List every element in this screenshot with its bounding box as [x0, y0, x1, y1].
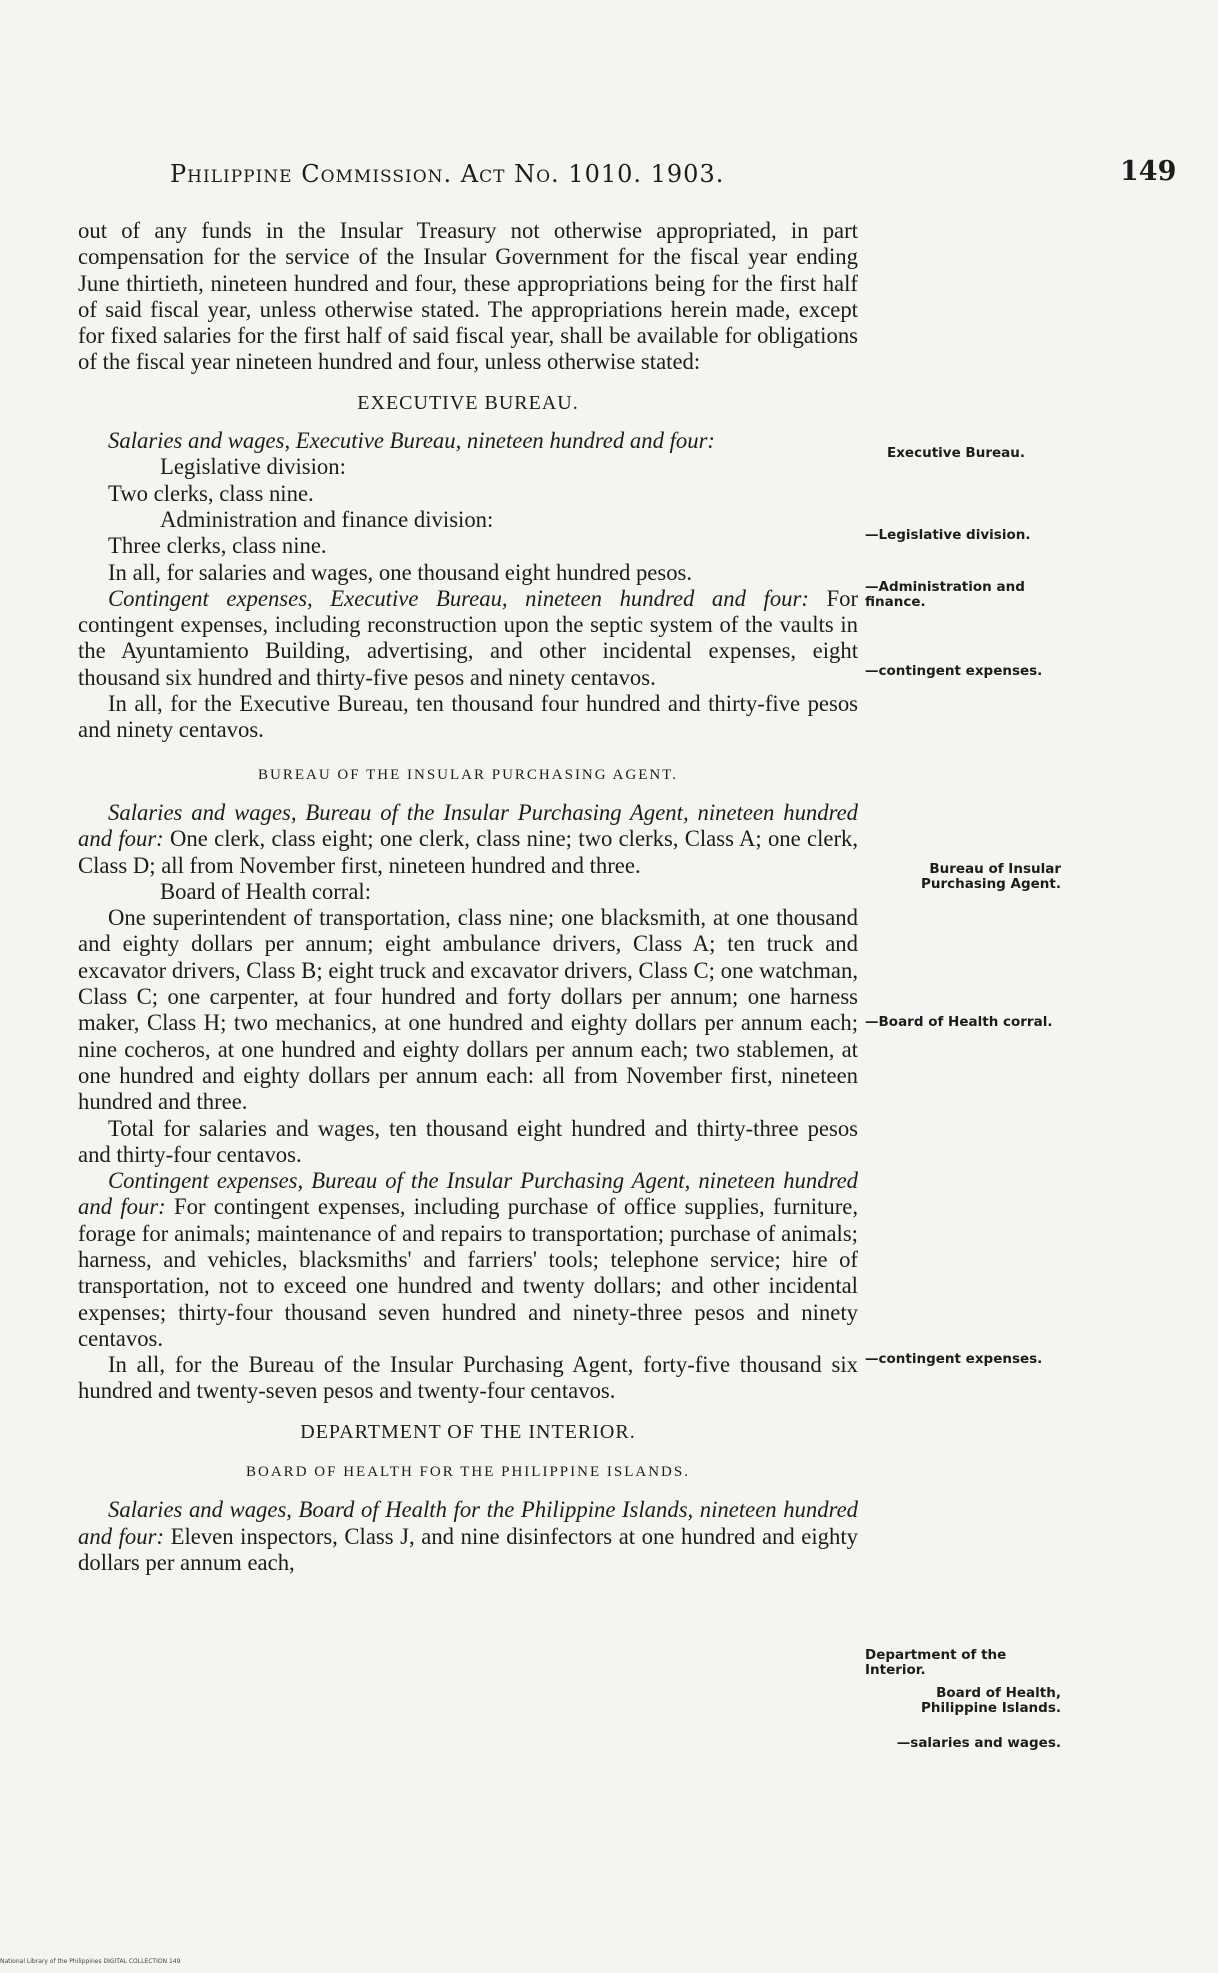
margin-note-board-health: Board of Health, Philippine Islands. — [920, 1685, 1061, 1716]
purch-contingent-paragraph — [78, 1168, 858, 1352]
department-interior-heading: DEPARTMENT OF THE INTERIOR. — [300, 1420, 636, 1443]
intro-paragraph: out of any funds in the Insular Treasury not otherwise appropriated, in part compensation for the service of the Insular Government for the fiscal year ending June thirtieth, nineteen hundred and four, these appropriations being for the first half of said fiscal year, unless otherwise stated. The appropriations herein made, except for fixed salaries for the first half of said fiscal year, shall be available for obligations of the fiscal year nineteen hundred and four, unless otherwise stated: — [78, 218, 858, 375]
purch-salaries-caption: Salaries and wages, Bureau of the Insular Purchasing Agent, nineteen hundred and four: — [78, 799, 858, 852]
margin-note-exec-contingent: —contingent expenses. — [865, 663, 1043, 679]
margin-note-purchasing-agent: Bureau of Insular Purchasing Agent. — [921, 861, 1061, 892]
margin-note-executive-bureau: Executive Bureau. — [887, 445, 1025, 461]
exec-total: In all, for the Executive Bureau, ten thousand four hundred and thirty-five pesos and ninety centavos. — [78, 691, 858, 743]
margin-note-legislative: —Legislative division. — [865, 527, 1031, 543]
margin-note-salaries-wages: —salaries and wages. — [896, 1735, 1061, 1751]
margin-note-health-corral: —Board of Health corral. — [865, 1014, 1053, 1030]
health-salaries-caption: Salaries and wages, Board of Health for the Philippine Islands, nineteen hundred and four: — [78, 1497, 858, 1549]
page-number: 149 — [1120, 156, 1177, 187]
exec-contingent-paragraph — [78, 586, 858, 691]
exec-contingent-caption: Contingent expenses, Executive Bureau, nineteen hundred and four: — [108, 585, 809, 611]
margin-note-purch-contingent: —contingent expenses. — [865, 1351, 1043, 1367]
board-health-heading: BOARD OF HEALTH FOR THE PHILIPPINE ISLANDS. — [246, 1464, 690, 1481]
exec-salaries-total: In all, for salaries and wages, one thousand eight hundred pesos. — [108, 559, 693, 585]
health-salaries-text: Eleven inspectors, Class J, and nine disinfectors at one hundred and eighty dollars per annum each, — [78, 1523, 858, 1575]
corral-text: One superintendent of transportation, class nine; one blacksmith, at one thousand and eighty dollars per annum; eight ambulance drivers, Class A; ten truck and excavator drivers, Class B; eight truck and excavator drivers, Class C; one watchman, Class C; one carpenter, at four hundred and forty dollars per annum; one harness maker, Class H; two mechanics, at one hundred and eighty dollars per annum each; nine cocheros, at one hundred and eighty dollars per annum each; two stablemen, at one hundred and eighty dollars per annum each: all from November first, nineteen hundred and three. — [78, 905, 858, 1115]
exec-salaries-paragraph — [78, 428, 858, 454]
running-head: Philippine Commission. Act No. 1010. 1903. — [170, 160, 725, 188]
exec-contingent-text: For contingent expenses, including reconstruction upon the septic system of the vaults in the Ayuntamiento Building, advertising, and other incidental expenses, eight thousand six hundred and thirty-five pesos and ninety centavos. — [78, 585, 859, 690]
margin-note-department-interior: Department of the Interior. — [865, 1647, 1007, 1678]
scan-footer: National Library of the Philippines DIGITAL COLLECTION 149 — [0, 1958, 181, 1965]
purch-total: In all, for the Bureau of the Insular Purchasing Agent, forty-five thousand six hundred and twenty-seven pesos and twenty-four centavos. — [78, 1352, 858, 1404]
body-text — [78, 218, 858, 1576]
purch-salaries-total: Total for salaries and wages, ten thousand eight hundred and thirty-three pesos and thirty-four centavos. — [78, 1115, 858, 1167]
legislative-text: Two clerks, class nine. — [108, 480, 314, 506]
exec-salaries-caption: Salaries and wages, Executive Bureau, nineteen hundred and four: — [108, 428, 715, 454]
executive-bureau-heading: EXECUTIVE BUREAU. — [357, 391, 579, 414]
admin-text: Three clerks, class nine. — [108, 533, 327, 559]
margin-note-admin-finance: —Administration and finance. — [865, 579, 1025, 610]
purch-salaries-paragraph — [78, 800, 858, 879]
health-salaries-paragraph — [78, 1497, 858, 1576]
purchasing-agent-heading: BUREAU OF THE INSULAR PURCHASING AGENT. — [258, 766, 678, 783]
admin-label: Administration and finance division: — [160, 506, 494, 532]
purch-salaries-text: One clerk, class eight; one clerk, class nine; two clerks, Class A; one clerk, Class D; all from November first, nineteen hundred and three. — [78, 826, 859, 878]
corral-label: Board of Health corral: — [160, 878, 372, 904]
purch-contingent-caption: Contingent expenses, Bureau of the Insular Purchasing Agent, nineteen hundred and four: — [78, 1168, 858, 1220]
purch-contingent-text: For contingent expenses, including purchase of office supplies, furniture, forage for animals; maintenance of and repairs to transportation; purchase of animals; harness, and vehicles, blacksmiths' and farriers' tools; telephone service; hire of transportation, not to exceed one hundred and twenty dollars; and other incidental expenses; thirty-four thousand seven hundred and ninety-three pesos and ninety centavos. — [78, 1194, 858, 1351]
legislative-label: Legislative division: — [160, 454, 346, 480]
